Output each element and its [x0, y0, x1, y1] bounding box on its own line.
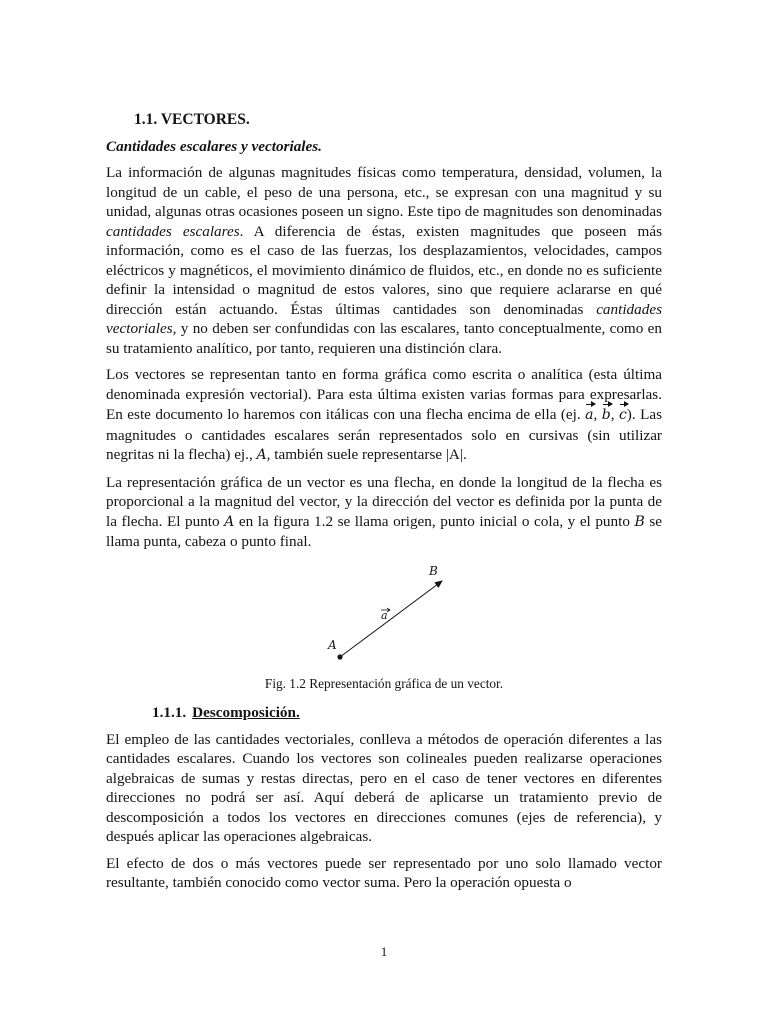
- vector-c-symbol: c: [619, 404, 627, 426]
- point-a-symbol: A: [224, 513, 235, 530]
- label-vector: a: [381, 608, 388, 622]
- p2-separator-1: ,: [593, 406, 602, 423]
- figure-caption: Fig. 1.2 Representación gráfica de un vector.: [264, 675, 504, 691]
- p1-text-a: La información de algunas magnitudes físicas como temperatura, densidad, volumen, la longitud de un cable, el peso de una persona, etc., se expresan con una magnitud y su unidad, algunas otras ocasiones poseen un signo. Este tipo de magnitudes son denominadas: [106, 164, 662, 220]
- paragraph-resultante: El efecto de dos o más vectores puede ser representado por uno solo llamado vector resultante, también conocido como vector suma. Pero la operación opuesta o: [106, 854, 662, 891]
- origin-point: [337, 654, 342, 659]
- paragraph-representacion: [106, 473, 662, 552]
- p3-text-c: se llama punta, cabeza o punto final.: [106, 512, 662, 550]
- label-tip: B: [429, 563, 438, 578]
- paragraph-descomposicion: El empleo de las cantidades vectoriales, conlleva a métodos de operación diferentes a las cantidades escalares. Cuando los vectores son colineales pueden realizarse operaciones algebraicas de sumas y restas directas, pero en el caso de tener vectores en diferentes direcciones no podrá ser así. Aquí deberá de aplicarse un tratamiento previo de descomposición a todos los vectores en direcciones comunes (ejes de referencia), y después aplicar las operaciones algebraicas.: [106, 730, 662, 845]
- p2-text-a: Los vectores se representan tanto en forma gráfica como escrita o analítica (esta última denominada expresión vectorial). Para esta última existen varias formas para expresarlas. En este documento lo haremos con itálicas con una flecha encima de ella (ej.: [106, 366, 662, 423]
- p3-text-a: La representación gráfica de un vector es una flecha, en donde la longitud de la flecha es proporcional a la magnitud del vector, y la dirección del vector es definida por la punta de la flecha. El punto: [106, 473, 662, 530]
- vector-b-symbol: b: [602, 404, 611, 426]
- p1-emphasis-escalares: cantidades escalares: [106, 222, 240, 240]
- p1-text-b: . A diferencia de éstas, existen magnitudes que poseen más información, como es el caso de las fuerzas, los desplazamientos, velocidades, campos eléctricos y magnéticos, el movimiento dinámico de fluidos, etc., en donde no es suficiente definir la intensidad o magnitud de estos valores, sino que requiere aclararse en qué dirección están actuando. Éstas últimas cantidades son denominadas: [106, 222, 662, 318]
- vector-diagram: [316, 559, 466, 671]
- label-origin: A: [328, 637, 337, 652]
- vector-figure: [106, 559, 662, 675]
- p2-text-b: ). Las magnitudes o cantidades escalares serán representados solo en cursivas (sin utilizar negritas ni la flecha) ej.,: [106, 406, 662, 463]
- paragraph-escalares: [106, 163, 662, 358]
- section-heading: [134, 110, 662, 130]
- subsection-subtitle: Cantidades escalares y vectoriales.: [106, 138, 322, 155]
- scalar-a-symbol: A: [256, 447, 267, 463]
- p3-text-b: en la figura 1.2 se llama origen, punto inicial o cola, y el punto: [234, 512, 635, 530]
- section-number: 1.1.: [134, 111, 158, 128]
- paragraph-notacion: [106, 365, 662, 466]
- p2-text-c: , también suele representarse |A|.: [266, 446, 467, 463]
- p1-text-c: y no deben ser confundidas con las escalares, tanto conceptualmente, como en su tratamiento analítico, por tanto, requieren una distinción clara.: [106, 320, 662, 357]
- subsection-heading: [152, 703, 662, 723]
- page-number: 1: [380, 944, 388, 959]
- section-title: VECTORES.: [160, 111, 250, 128]
- p2-separator-2: ,: [610, 406, 619, 423]
- vector-a-symbol: a: [585, 404, 593, 426]
- subsection-title: Descomposición.: [192, 703, 300, 721]
- subsection-number: 1.1.1.: [152, 703, 187, 721]
- page-content: [106, 110, 662, 900]
- p1-emphasis-vectoriales: cantidades vectoriales,: [106, 300, 662, 337]
- point-b-symbol: B: [634, 513, 645, 530]
- vector-arrow: [340, 581, 442, 657]
